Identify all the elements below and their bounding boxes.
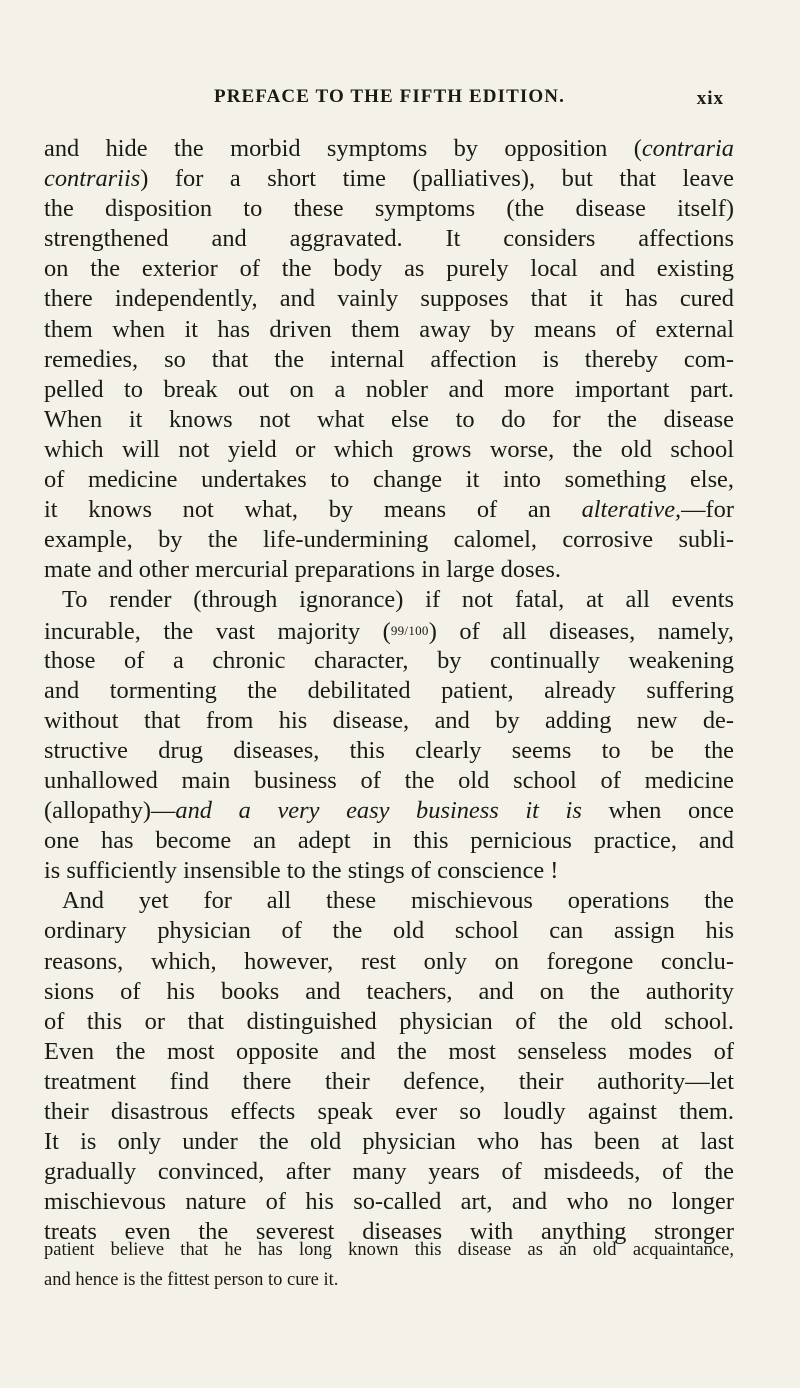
text-line: which will not yield or which grows worse, the old school: [44, 435, 734, 463]
text-line: those of a chronic character, by continually weakening: [44, 646, 734, 674]
footnote-line: patient believe that he has long known this disease as an old acquaintance,: [44, 1240, 734, 1260]
text-line: gradually convinced, after many years of misdeeds, of the: [44, 1158, 734, 1186]
page-number: xix: [696, 88, 724, 109]
text-line: It is only under the old physician who has been at last: [44, 1128, 734, 1156]
text-line: structive drug diseases, this clearly seems to be the: [44, 736, 734, 764]
text-line: unhallowed main business of the old school of medicine: [44, 766, 734, 794]
text-line: And yet for all these mischievous operations the: [62, 887, 734, 915]
text-line: their disastrous effects speak ever so loudly against them.: [44, 1098, 734, 1125]
page-header: [96, 86, 724, 114]
fraction: 99/100: [390, 622, 429, 638]
text-line: it knows not what, by means of an alterative,—for: [44, 496, 734, 524]
text-line: of this or that distinguished physician of the old school.: [44, 1007, 734, 1035]
text-line: one has become an adept in this pernicious practice, and: [44, 827, 734, 855]
text-line: remedies, so that the internal affection is thereby com-: [44, 345, 734, 373]
text-line: incurable, the vast majority (99/100) of all diseases, namely,: [44, 617, 734, 645]
text-line: contrariis) for a short time (palliatives), but that leave: [44, 165, 734, 193]
text-line: reasons, which, however, rest only on foregone conclu-: [44, 947, 734, 975]
text-line: To render (through ignorance) if not fatal, at all events: [62, 586, 734, 614]
text-line: on the exterior of the body as purely local and existing: [44, 255, 734, 283]
text-line: treats even the severest diseases with anything stronger: [44, 1218, 734, 1246]
text-line: the disposition to these symptoms (the disease itself): [44, 195, 734, 223]
text-line: When it knows not what else to do for the disease: [44, 405, 734, 433]
footnote: [44, 1239, 734, 1299]
text-line: treatment find there their defence, their authority—let: [44, 1067, 734, 1095]
text-line: sions of his books and teachers, and on the authority: [44, 977, 734, 1005]
text-line: and tormenting the debilitated patient, already suffering: [44, 676, 734, 704]
text-line: of medicine undertakes to change it into something else,: [44, 466, 734, 494]
text-line: them when it has driven them away by means of external: [44, 315, 734, 343]
footnote-line: and hence is the fittest person to cure it.: [44, 1270, 339, 1291]
text-line: without that from his disease, and by adding new de-: [44, 706, 734, 734]
text-line: is sufficiently insensible to the stings of conscience !: [44, 857, 559, 885]
running-title: PREFACE TO THE FIFTH EDITION.: [214, 86, 565, 107]
text-line: mischievous nature of his so-called art, and who no longer: [44, 1188, 734, 1216]
text-line: example, by the life-undermining calomel, corrosive subli-: [44, 526, 734, 554]
text-line: strengthened and aggravated. It considers affections: [44, 225, 734, 253]
text-line: and hide the morbid symptoms by opposition (contraria: [44, 135, 734, 162]
text-line: Even the most opposite and the most senseless modes of: [44, 1037, 734, 1065]
text-line: (allopathy)—and a very easy business it is when once: [44, 797, 734, 825]
text-line: mate and other mercurial preparations in large doses.: [44, 556, 561, 584]
text-line: ordinary physician of the old school can assign his: [44, 917, 734, 945]
text-line: there independently, and vainly supposes that it has cured: [44, 285, 734, 313]
text-line: pelled to break out on a nobler and more important part.: [44, 375, 734, 403]
main-text: [44, 134, 734, 1247]
